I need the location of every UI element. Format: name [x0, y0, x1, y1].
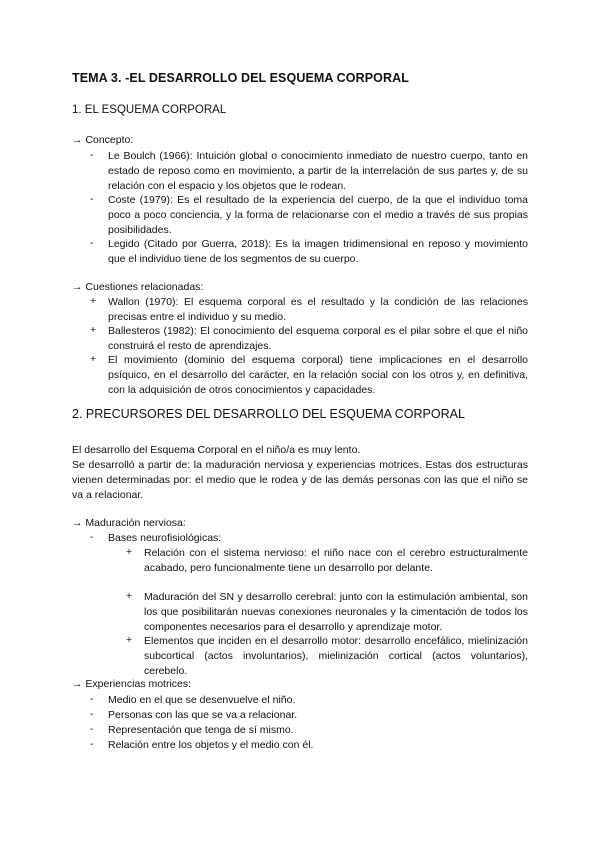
bases-item-sistema-nervioso: Relación con el sistema nervioso: el niño nace con el cerebro estructuralmente acabado, pero funcionalmente tiene un desarrollo por delante. [144, 547, 528, 574]
bases-item-maduracion-sn: Maduración del SN y desarrollo cerebral: junto con la estimulación ambiental, son los que posibilitarán nuevas conexiones neuronales y la cimentación de todos los componentes necesarios para el desarrollo y aprendizaje motor. [144, 591, 528, 633]
bases-neurofisiologicas-label: Bases neurofisiológicas: [108, 532, 222, 544]
cuestiones-label: → Cuestiones relacionadas: [72, 281, 204, 293]
experiencias-item-representacion: Representación que tenga de sí mismo. [108, 724, 294, 736]
dash-marker: - [90, 531, 94, 543]
cuestiones-item-wallon: Wallon (1970): El esquema corporal es el resultado y la condición de las relaciones precisas entre el individuo y su medio. [108, 296, 528, 323]
dash-marker: - [90, 723, 94, 735]
plus-marker: + [90, 295, 97, 307]
plus-marker: + [126, 546, 133, 558]
concepto-label: → Concepto: [72, 134, 134, 146]
concepto-item-coste: Coste (1979): Es el resultado de la experiencia del cuerpo, de la que el individuo toma poco a poco conciencia, y la forma de relacionarse con el medio a través de sus propias posibilidades. [108, 194, 528, 236]
section-2-heading: 2. PRECURSORES DEL DESARROLLO DEL ESQUEMA CORPORAL [72, 407, 465, 421]
maduracion-label: → Maduración nerviosa: [72, 517, 186, 529]
dash-marker: - [90, 738, 94, 750]
cuestiones-item-movimiento: El movimiento (dominio del esquema corporal) tiene implicaciones en el desarrollo psíquico, en el desarrollo del carácter, en la relación social con los otros y, en definitiva, con la adquisición de otros conocimientos y capacidades. [108, 354, 528, 396]
experiencias-item-medio: Medio en el que se desenvuelve el niño. [108, 694, 296, 706]
dash-marker: - [90, 237, 94, 249]
experiencias-item-relacion: Relación entre los objetos y el medio con él. [108, 739, 314, 751]
document-title: TEMA 3. -EL DESARROLLO DEL ESQUEMA CORPORAL [72, 71, 409, 85]
concepto-item-le-boulch: Le Boulch (1966): Intuición global o conocimiento inmediato de nuestro cuerpo, tanto en estado de reposo como en movimiento, a partir de la interrelación de sus partes y, de su relación con el espacio y los objetos que le rodean. [108, 150, 528, 192]
dash-marker: - [90, 149, 94, 161]
experiencias-label: → Experiencias motrices: [72, 678, 192, 690]
dash-marker: - [90, 193, 94, 205]
dash-marker: - [90, 693, 94, 705]
section-2-intro-2: Se desarrolló a partir de: la maduración nerviosa y experiencias motrices. Estas dos estructuras vienen determinadas por: el medio que le rodea y de las demás personas con las que el niño se va a relacionar. [72, 459, 528, 501]
plus-marker: + [90, 324, 97, 336]
cuestiones-item-ballesteros: Ballesteros (1982): El conocimiento del esquema corporal es el pilar sobre el que el niño construirá el resto de aprendizajes. [108, 325, 528, 352]
section-1-heading: 1. EL ESQUEMA CORPORAL [72, 104, 227, 116]
dash-marker: - [90, 708, 94, 720]
section-2-intro-1: El desarrollo del Esquema Corporal en el niño/a es muy lento. [72, 444, 361, 456]
concepto-item-legido: Legido (Citado por Guerra, 2018): Es la imagen tridimensional en reposo y movimiento que el individuo tiene de los segmentos de su cuerpo. [108, 238, 528, 265]
plus-marker: + [90, 353, 97, 365]
experiencias-item-personas: Personas con las que se va a relacionar. [108, 709, 298, 721]
bases-item-elementos: Elementos que inciden en el desarrollo motor: desarrollo encefálico, mielinización subcortical (actos involuntarios), mielinización cortical (actos voluntarios), cerebelo. [144, 635, 528, 677]
plus-marker: + [126, 634, 133, 646]
plus-marker: + [126, 590, 133, 602]
